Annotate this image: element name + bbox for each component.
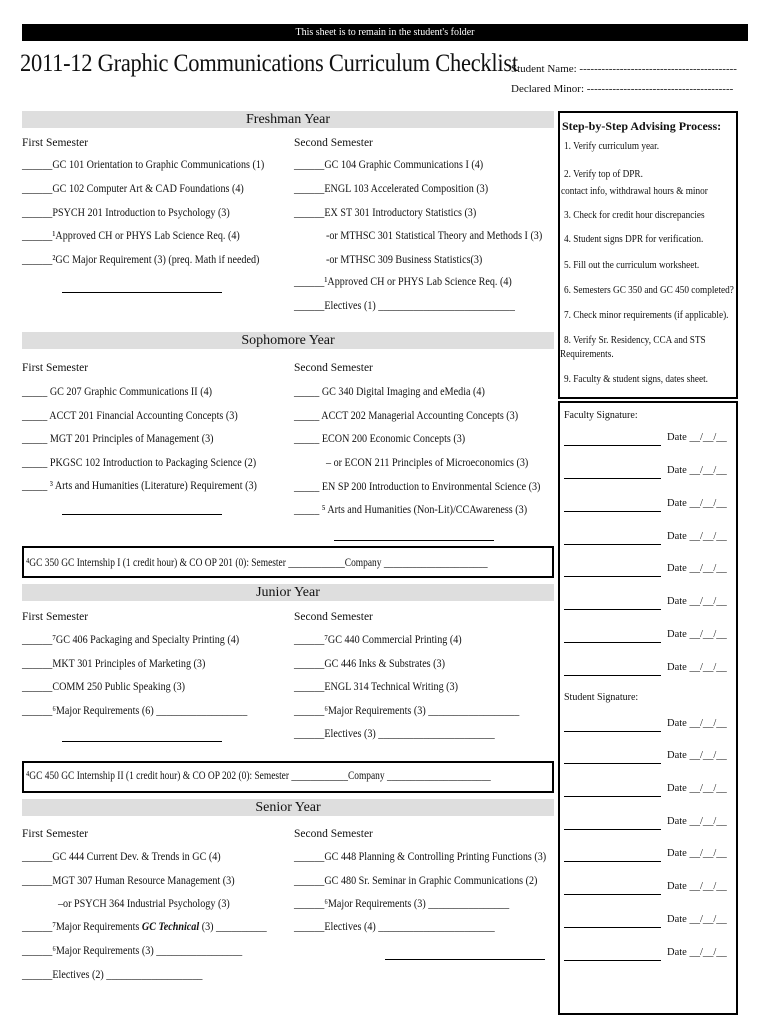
junior-second-semester-label: Second Semester [294, 611, 373, 623]
course-item[interactable]: ______⁶Major Requirements (3) ________________ [294, 898, 510, 910]
advising-step: 2. Verify top of DPR. [564, 169, 643, 180]
senior-second-semester-label: Second Semester [294, 828, 373, 840]
advising-step: 5. Fill out the curriculum worksheet. [564, 260, 700, 271]
signature-line[interactable] [564, 763, 661, 764]
date-field[interactable]: Date __/__/__ [667, 629, 727, 640]
advising-step: 8. Verify Sr. Residency, CCA and STS [564, 335, 706, 346]
advising-step: 9. Faculty & student signs, dates sheet. [564, 374, 708, 385]
signature-line[interactable] [564, 731, 661, 732]
course-item[interactable]: ______GC 480 Sr. Seminar in Graphic Communications (2) [294, 875, 538, 887]
course-item[interactable]: ______⁶Major Requirements (6) __________________ [22, 705, 248, 717]
course-item[interactable]: ______¹Approved CH or PHYS Lab Science Req. (4) [294, 276, 512, 288]
course-item[interactable]: _____ ACCT 202 Managerial Accounting Concepts (3) [294, 410, 519, 422]
advising-step: 6. Semesters GC 350 and GC 450 completed? [564, 285, 734, 296]
course-item[interactable]: ______GC 448 Planning & Controlling Printing Functions (3) [294, 851, 547, 863]
date-field[interactable]: Date __/__/__ [667, 848, 727, 859]
advising-step: 4. Student signs DPR for verification. [564, 234, 704, 245]
course-item[interactable]: ______Electives (3) _______________________ [294, 728, 495, 740]
signature-line[interactable] [564, 960, 661, 961]
date-field[interactable]: Date __/__/__ [667, 914, 727, 925]
course-item-technical[interactable] [22, 921, 267, 933]
senior-year-heading: Senior Year [22, 799, 554, 816]
course-item[interactable]: ______Electives (1) ___________________________ [294, 300, 515, 312]
date-field[interactable]: Date __/__/__ [667, 465, 727, 476]
course-item[interactable]: ______²GC Major Requirement (3) (preq. Math if needed) [22, 254, 260, 266]
course-item[interactable]: ______GC 101 Orientation to Graphic Communications (1) [22, 159, 265, 171]
course-item[interactable]: _____ GC 340 Digital Imaging and eMedia (4) [294, 386, 485, 398]
date-field[interactable]: Date __/__/__ [667, 563, 727, 574]
date-field[interactable]: Date __/__/__ [667, 432, 727, 443]
course-item[interactable]: ______GC 104 Graphic Communications I (4) [294, 159, 484, 171]
date-field[interactable]: Date __/__/__ [667, 531, 727, 542]
signature-line[interactable] [564, 609, 661, 610]
student-signature-label: Student Signature: [564, 692, 639, 703]
signature-line[interactable] [564, 478, 661, 479]
date-field[interactable]: Date __/__/__ [667, 596, 727, 607]
advising-title: Step-by-Step Advising Process: [562, 119, 722, 133]
course-alternative: -or MTHSC 301 Statistical Theory and Methods I (3) [326, 230, 543, 242]
course-item[interactable]: _____ ³ Arts and Humanities (Literature) Requirement (3) [22, 480, 257, 492]
signature-line[interactable] [564, 675, 661, 676]
blank-line[interactable] [62, 514, 222, 515]
junior-first-semester-label: First Semester [22, 611, 89, 623]
course-item[interactable]: ______GC 102 Computer Art & CAD Foundations (4) [22, 183, 244, 195]
date-field[interactable]: Date __/__/__ [667, 750, 727, 761]
date-field[interactable]: Date __/__/__ [667, 718, 727, 729]
course-item[interactable]: _____ ⁵ Arts and Humanities (Non-Lit)/CCAwareness (3) [294, 504, 528, 516]
signature-line[interactable] [564, 829, 661, 830]
course-item[interactable]: ______GC 444 Current Dev. & Trends in GC (4) [22, 851, 221, 863]
course-item[interactable]: ______⁶Major Requirements (3) _________________ [22, 945, 243, 957]
blank-line[interactable] [62, 741, 222, 742]
course-item[interactable]: ______⁷GC 440 Commercial Printing (4) [294, 634, 462, 646]
signature-line[interactable] [564, 544, 661, 545]
course-item[interactable]: _____ GC 207 Graphic Communications II (4) [22, 386, 213, 398]
course-item[interactable]: ______ENGL 103 Accelerated Composition (3) [294, 183, 489, 195]
page-title: 2011-12 Graphic Communications Curriculum Checklist [20, 50, 518, 77]
advising-step: 3. Check for credit hour discrepancies [564, 210, 705, 221]
course-item[interactable]: ______ENGL 314 Technical Writing (3) [294, 681, 458, 693]
advising-step: contact info, withdrawal hours & minor [561, 186, 708, 197]
blank-line[interactable] [334, 540, 494, 541]
date-field[interactable]: Date __/__/__ [667, 881, 727, 892]
student-name-field[interactable]: Student Name: ------------------------------------------- [511, 63, 737, 75]
advising-step: 1. Verify curriculum year. [564, 141, 660, 152]
advising-step: 7. Check minor requirements (if applicable). [564, 310, 729, 321]
blank-line[interactable] [385, 959, 545, 960]
course-item[interactable]: ______Electives (2) ___________________ [22, 969, 203, 981]
signature-line[interactable] [564, 894, 661, 895]
senior-first-semester-label: First Semester [22, 828, 89, 840]
internship-1-line[interactable]: ⁴GC 350 GC Internship I (1 credit hour) & CO OP 201 (0): Semester ____________Company ______________________ [26, 557, 488, 569]
date-field[interactable]: Date __/__/__ [667, 783, 727, 794]
course-item[interactable]: ______⁷GC 406 Packaging and Specialty Printing (4) [22, 634, 240, 646]
advising-step: Requirements. [560, 349, 614, 360]
date-field[interactable]: Date __/__/__ [667, 947, 727, 958]
junior-year-heading: Junior Year [22, 584, 554, 601]
course-item[interactable]: ______PSYCH 201 Introduction to Psychology (3) [22, 207, 230, 219]
internship-2-line[interactable]: ⁴GC 450 GC Internship II (1 credit hour) & CO OP 202 (0): Semester ____________Company ______________________ [26, 770, 491, 782]
freshman-second-semester-label: Second Semester [294, 137, 373, 149]
sophomore-year-heading: Sophomore Year [22, 332, 554, 349]
date-field[interactable]: Date __/__/__ [667, 662, 727, 673]
signature-line[interactable] [564, 796, 661, 797]
folder-notice: This sheet is to remain in the student's folder [22, 24, 748, 41]
course-alternative: – or ECON 211 Principles of Microeconomics (3) [326, 457, 529, 469]
course-item[interactable]: ______COMM 250 Public Speaking (3) [22, 681, 186, 693]
freshman-year-heading: Freshman Year [22, 111, 554, 128]
course-alternative: –or PSYCH 364 Industrial Psychology (3) [58, 898, 230, 910]
signature-line[interactable] [564, 445, 661, 446]
course-text: ______⁷Major Requirements [22, 921, 140, 933]
course-item[interactable]: _____ ACCT 201 Financial Accounting Concepts (3) [22, 410, 238, 422]
signature-line[interactable] [564, 927, 661, 928]
course-item[interactable]: _____ PKGSC 102 Introduction to Packaging Science (2) [22, 457, 257, 469]
freshman-first-semester-label: First Semester [22, 137, 89, 149]
signature-line[interactable] [564, 576, 661, 577]
course-item[interactable]: ______⁶Major Requirements (3) __________________ [294, 705, 520, 717]
course-item[interactable]: ______GC 446 Inks & Substrates (3) [294, 658, 445, 670]
course-item[interactable]: ______MKT 301 Principles of Marketing (3) [22, 658, 206, 670]
blank-line[interactable] [62, 292, 222, 293]
course-item[interactable]: _____ MGT 201 Principles of Management (3) [22, 433, 214, 445]
course-item[interactable]: ______MGT 307 Human Resource Management (3) [22, 875, 235, 887]
course-item[interactable]: _____ ECON 200 Economic Concepts (3) [294, 433, 466, 445]
declared-minor-field[interactable]: Declared Minor: ---------------------------------------- [511, 83, 734, 95]
course-alternative: -or MTHSC 309 Business Statistics(3) [326, 254, 483, 266]
date-field[interactable]: Date __/__/__ [667, 816, 727, 827]
signature-line[interactable] [564, 642, 661, 643]
course-item[interactable]: ______EX ST 301 Introductory Statistics (3) [294, 207, 477, 219]
sophomore-second-semester-label: Second Semester [294, 362, 373, 374]
course-item[interactable]: _____ EN SP 200 Introduction to Environmental Science (3) [294, 481, 541, 493]
sophomore-first-semester-label: First Semester [22, 362, 89, 374]
course-item[interactable]: ______¹Approved CH or PHYS Lab Science Req. (4) [22, 230, 240, 242]
faculty-signature-label: Faculty Signature: [564, 410, 638, 421]
signature-line[interactable] [564, 861, 661, 862]
date-field[interactable]: Date __/__/__ [667, 498, 727, 509]
signature-line[interactable] [564, 511, 661, 512]
course-text-tail: (3) __________ [201, 921, 267, 933]
gc-technical-emphasis: GC Technical [141, 921, 200, 933]
course-item[interactable]: ______Electives (4) _______________________ [294, 921, 495, 933]
